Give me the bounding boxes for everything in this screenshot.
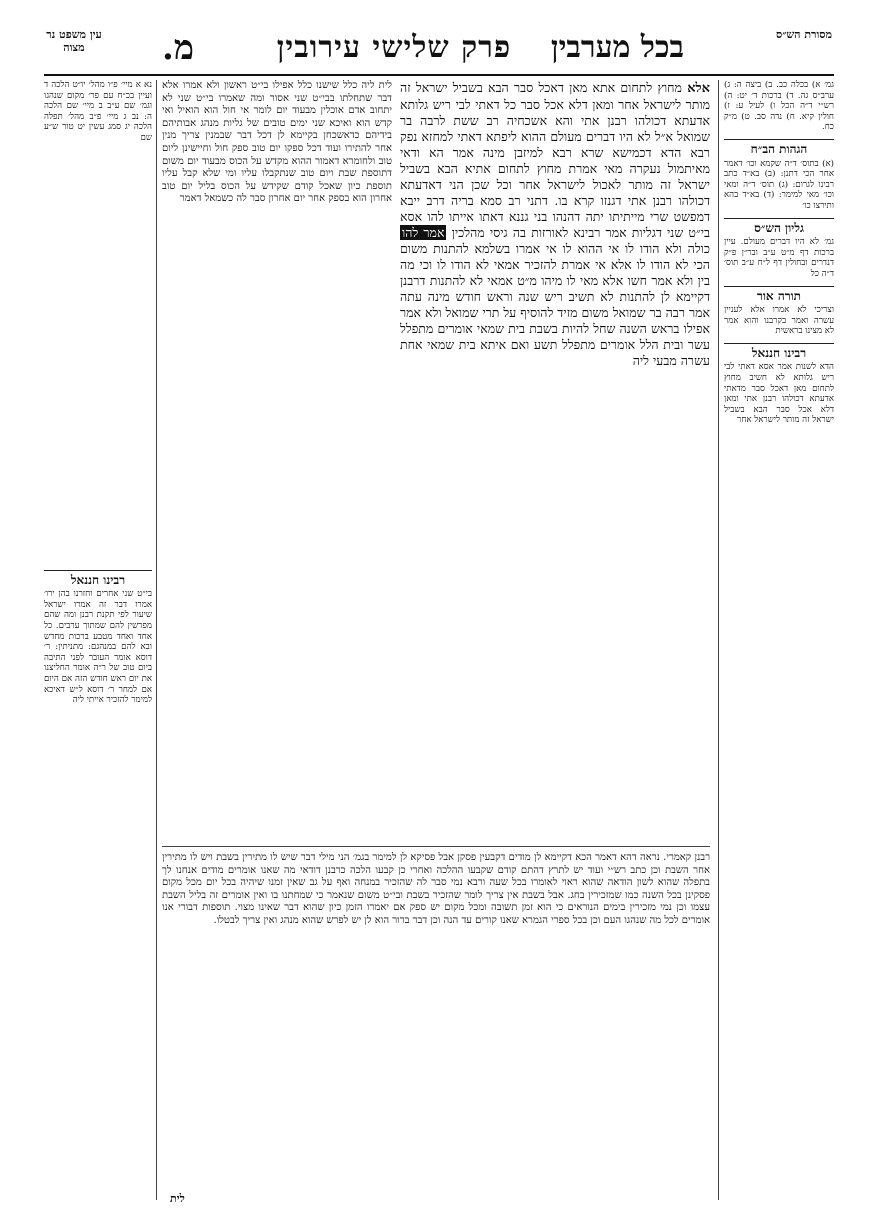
hagahot-title: הגהות הב״ח [724, 139, 834, 155]
highlighted-phrase: אמר להו [402, 225, 445, 240]
rabbeinu-left-text: בי״ט שני אחרים וחזרנו בהן ירו׳ אמרו דבר זה אמרו ישראל שיעור לפי תקנת רבנן ומה שהם מפרשין להם שמתוך ערבים. כל אחד ואחד מטבע ברכות מחדש ובא להם במנהגם: מתניתין: ר׳ דוסא אומר העובר לפני התיבה ביום טוב של ר״ה אומר החליצנו את יום ראש חודש הזה אם היום אם למחר ר׳ דוסא ל״ש דאיכא למימר להזכיר אייתי ליה [44, 589, 152, 706]
page-header [44, 28, 834, 72]
gilyon-text: גמ׳ לא היו דברים מעולם. עיין ברכות דף מ״ט ע״ב ובר״ן פ״ק דנדרים ובחולין דף ל״ח ע״ב תוס׳ ד״ה כל [724, 237, 834, 279]
header-rule [44, 74, 834, 76]
page-signature: לית [170, 1192, 185, 1205]
tractate-title: בכל מערבין [550, 30, 684, 65]
bottom-rule [162, 846, 710, 847]
gemara-text-bottom: כולה ולא הודו לו אי ההוא לו אי אמרו בשלמא להתנות משום הכי לא הודו לו אלא אי אמרת להזכיר אמאי לא הודו לו וכי מה בין ולא אמר חשו אלא מאי לו מיהו מ״ט אמאי לא להתנות דרבנן דקיימא לן להתנות לא תשיב ריש שנה וראש חודש מינה עתה אמר רבה בר שמואל משום מזיד להוסיף על תרי שמואל ולא אמר אפילו בראש השנה שחל להיות בשבת בית שמאי אומרים מתפלל עשר ובית הלל אומרים מתפלל תשע ואם איתא בית שמאי אחת עשרה מבעי ליה [400, 241, 710, 368]
tosafot-column [162, 80, 392, 840]
torah-or-title: תורה אור [724, 286, 834, 302]
masoret-label: מסורת הש״ס [775, 28, 833, 41]
lead-word: אלא [687, 81, 710, 96]
gemara-column [400, 80, 710, 840]
chapter-title: פרק שלישי עירובין [276, 30, 512, 65]
bottom-commentary [162, 852, 710, 1192]
gilyon-title: גליון הש״ס [724, 218, 834, 234]
rabbeinu-left-title: רבינו חננאל [44, 570, 152, 586]
spacer [44, 144, 152, 564]
masoret-text: גמ׳ א) בכלה כב. ב) ביצה ה: ג) ערב״ס גה. ד) ברכות ד׳ יט: ה) רש״י ד״ה הכל ו) לעיל ע: ז) חולין קיא. ח) נדה סב. ט) מ״ק כח. [724, 80, 834, 133]
torah-or-text: וצריכי לא אמרו אלא לעניין עשרה ואמר בקרבנו והוא אמר לא מצינו בראשית [724, 305, 834, 337]
bottom-commentary-text: רבנן קאמרי. נראה דהא דאמר הכא דקיימא לן מודים דקבעין פסקן אבל פסיקא לן למימר בגמ׳ הני מילי דבר שיש לו מתירין בשבת ויש לו מתירין אחר השבת וכן כתב רש״י ועוד יש לתרץ דהתם קודם שקבעו ההלכה ואחרי כן קבעו הלכה כרבנן דודאי מה שאנו אומרים מודים אנחנו לך בתפלה שהוא לשון הודאה שהוא ראוי לאומרו בכל שעה ורבא נמי סבר לה שהזכיר במנחה ואף על גב שאין זמנו שיהיה בכל יום מכל מקום פסקינן בכל השנה כמו שמזכירין בחג. אבל בשבת אין צריך לומר שהזכיר בשבת ובי״ט משום שנאמר כי שמחתנו בו ואין אומרים זה בליל השבת עצמו וכן נמי מזכירין בימים הנוראים כי הוא זמן תשובה ומכל מקום יש ספק אם יאמרו הזמן כיון שהוא דבר שאינו מצוי. תוספות דבורי אנו אומרים לכל מה שנהגו העם וכן בכל ספרי הגמרא שאנו קורים עד הנה וכן דבר ברור הוא לן יש לפרש שהוא מנהג ואין צריך לבטלו. [162, 852, 710, 926]
gemara-text-top: מחוץ לתחום אתא מאן דאכל סבר הבא בשביל ישראל זה מותר לישראל אחר ומאן דלא אכל סבר כל דאתי לבי ריש גלותא אדעתא דכולהו רבנן אתי והא אשכחיה רב ששת לרבה בר שמואל א״ל לא היו דברים מעולם ההוא ליפתא דאתי למחזא נפק רבא הדא דכמישא שרא רבא למיזבן מינה אמר הא ודאי מאיתמול נעקרה מאי אמרת מחוץ לתחום אתיא הבא בשביל ישראל זה מותר לאכול לישראל אחר וכל שכן הני דאדעתא דכולהו רבנן אתי דגנזו קרא בו. דתני רב סמא בריה דרב ייבא דמפשט שרי מייתיתו יתה דהנהו בני גננא דאתו אייתו להו אסא בי״ט שני דגליות אמר רבינא לאורזות בה גיסי מהלכין [400, 80, 710, 240]
left-margin [44, 80, 152, 1200]
left-divider [156, 80, 157, 1200]
right-margin [724, 80, 834, 1200]
ein-mishpat-text: נא א מיי׳ פ״ו מהל׳ יו״ט הלכה ד ועיין בכ״ח עם פר׳ מקום שנהגו וגמ׳ שם ע״ב ב מיי׳ שם הלכה ה: נב ג מיי׳ פ״ב מהל׳ תפלה הלכה יג סמג עשין יט טור ש״ע שם [44, 80, 152, 143]
hagahot-text: (א) בתוס׳ ד״ה שקמא וכו׳ דאמר אחר הכי דתנן: (ב) בא״ד כתב רבינו לגרום: (ג) תוס׳ ד״ה ומאי וכו׳ מאי למימר: (ד) בא״ד בהא ותירצו כו׳ [724, 158, 834, 211]
folio-number: מ. [162, 28, 194, 68]
rabbeinu-right-title: רבינו חננאל [724, 343, 834, 359]
right-divider [718, 80, 719, 1200]
tosafot-text: לית ליה כלל שישנו כלל אפילו בי״ט ראשון ולא אמרו אלא דבר שתחלתו בבי״ט שני אסור ומה שאמרו בי״ט שני לא יתחוב אדם אוכלין מבעוד יום לומר אי חול הוא הואיל ואי קדש הוא ואיכא שני ימים טובים של גליות מנהג אבותיהם בידיהם כדאשכחן בקיימא לן דכל דבר שבמנין צריך מנין אחר להתירו ועוד דכל ספקו יום טוב ספק חול וחיישינן ליום טוב ולחומרא דאמור ההוא מקדש על הכוס מבעוד יום משום דתוספת שבת ויום טוב שנתקבלו עליו ומי שלא קבל עליו תוספת כיון שאכל קודם שקידש על הכוס בליל יום טוב אחרון הוא בספק אחר יום אחרון סבר לה כשמאל דאמר [162, 80, 392, 205]
ein-mishpat-label: עין משפט נר מצוה [46, 28, 102, 54]
rabbeinu-right-text: הדא לשנות אמר אסא דאתי לבי ריש גלותא לא חשיב מחוץ לתחום מאן דאכל סבר מדאתי אדעתא דכולהו רבנן אתי ומאן דלא אכל סבר הבא בשביל ישראל זה מותר לישראל אחר [724, 362, 834, 426]
